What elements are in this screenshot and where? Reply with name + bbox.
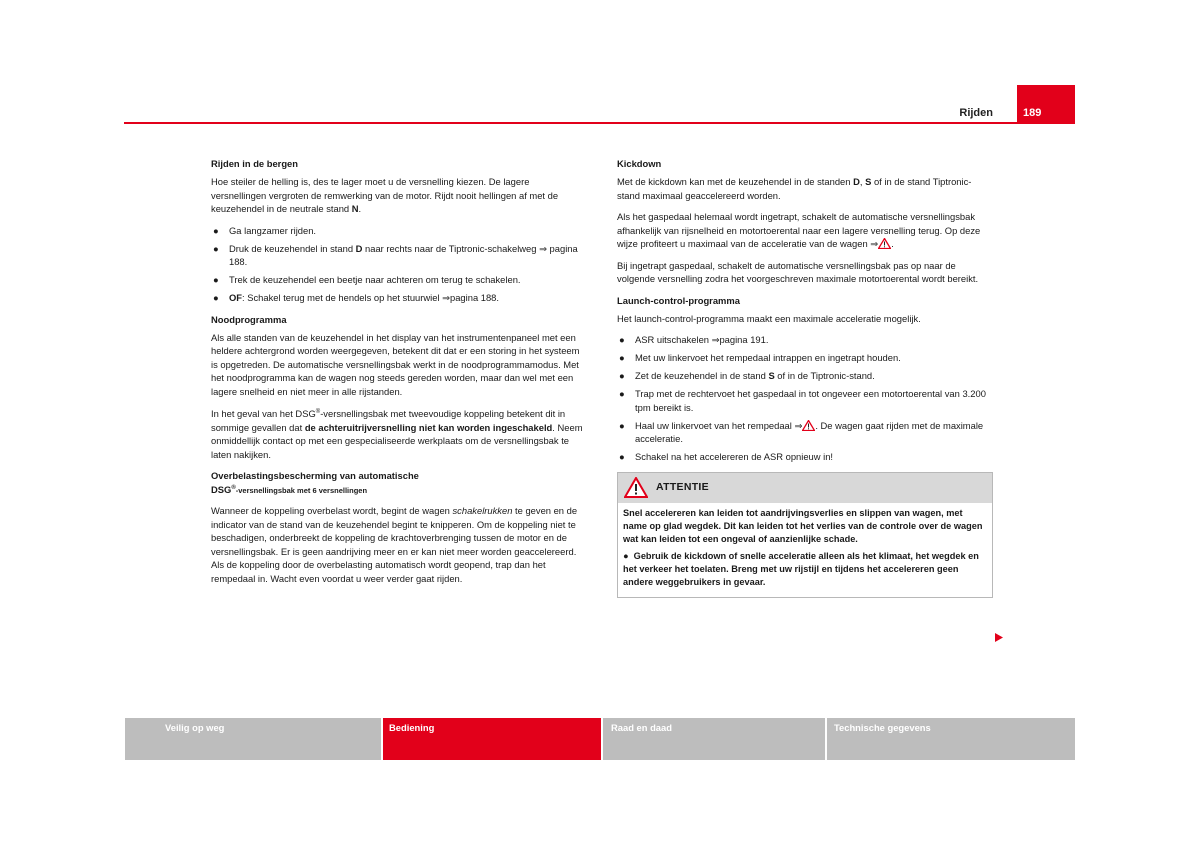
text: naar rechts naar de Tiptronic-schakelweg ⇒ pagina 188. xyxy=(229,242,578,267)
warning-body xyxy=(618,503,992,597)
text: te geven en de indicator van de stand van de keuzehendel begint te knipperen. Om de koppeling niet te beschadigen, onderbreekt de koppeling de krachtoverbrenging tussen de motor en de versnellingsbak. Er is geen aandrijving meer en er kan niet meer worden geaccelereerd. Als de koppeling door de overbelasting automatisch wordt geopend, trap dan het rempedaal in. Wacht even voordat u weer verder gaat rijden. xyxy=(211,505,578,584)
list-item xyxy=(617,333,993,347)
text-bold: de achteruitrijversnelling niet kan worden ingeschakeld xyxy=(304,421,553,433)
bullet-icon: ● xyxy=(619,451,625,462)
text: Trek de keuzehendel een beetje naar achteren om terug te schakelen. xyxy=(229,274,521,285)
text-bold: S xyxy=(865,176,872,187)
text-bold: N xyxy=(351,203,359,214)
text-bold: S xyxy=(768,370,775,381)
text: DSG xyxy=(211,484,232,496)
page-number: 189 xyxy=(1017,85,1075,124)
text: Ga langzamer rijden. xyxy=(229,224,317,236)
footer-tab-technische-gegevens[interactable]: Technische gegevens xyxy=(827,718,1075,760)
list-item xyxy=(617,450,993,464)
paragraph: Als alle standen van de keuzehendel in het display van het instrumentenpaneel met een heldere achtergrond worden weergegeven, betekent dit dat er een storing in het systeem is opgetreden. De automatische versnellingsbak werkt in de noodprogrammamodus. Met het noodprogramma kan de wagen nog steeds gereden worden, maar dan wel met een lagere snelheid en niet meer in alle rijstanden. xyxy=(211,331,580,397)
text: . Neem onmiddellijk contact op met een gespecialiseerde werkplaats om de versnellingsbak te laten nakijken. xyxy=(211,421,583,460)
text: Haal uw linkervoet van het rempedaal ⇒ xyxy=(635,419,803,431)
warning-paragraph: Snel accelereren kan leiden tot aandrijvingsverlies en slippen van wagen, met name op glad wegdek. Dit kan leiden tot het verlies van de controle over de wagen wat kan leiden tot een ongeval of aanzienlijke schade. xyxy=(623,507,983,544)
paragraph xyxy=(211,504,584,585)
bullet-icon: ● xyxy=(619,419,625,431)
bullet-icon: ● xyxy=(213,224,219,236)
section-title-kickdown: Kickdown xyxy=(617,158,662,169)
list-item xyxy=(211,291,584,305)
section-title-mountains: Rijden in de bergen xyxy=(211,158,298,169)
header-rule xyxy=(124,122,1075,124)
list-item xyxy=(617,369,993,383)
text: . xyxy=(891,238,894,249)
bullet-icon: ● xyxy=(619,370,625,381)
paragraph xyxy=(211,175,584,216)
text: . De wagen gaat rijden met de maximale acceleratie. xyxy=(635,419,984,444)
paragraph: Bij ingetrapt gaspedaal, schakelt de automatische versnellingsbak pas op naar de volgende versnelling zodra het voorgeschreven maximale motortoerental wordt bereikt. xyxy=(617,259,979,284)
paragraph: Het launch-control-programma maakt een maximale acceleratie mogelijk. xyxy=(617,312,921,324)
text: -versnellingsbak met tweevoudige koppeling betekent dit in sommige gevallen dat xyxy=(211,408,566,433)
text: Overbelastingsbescherming van automatische xyxy=(211,470,419,482)
text: Druk de keuzehendel in stand xyxy=(229,242,356,254)
right-column xyxy=(617,157,993,598)
warning-box xyxy=(617,472,993,598)
text-bold: D xyxy=(853,176,860,187)
warning-triangle-icon xyxy=(624,477,648,498)
text: In het geval van het DSG xyxy=(211,408,316,420)
section-title-launch-control: Launch-control-programma xyxy=(617,294,740,306)
text: ASR uitschakelen ⇒pagina 191. xyxy=(635,334,769,345)
text: Met uw linkervoet het rempedaal intrappen en ingetrapt houden. xyxy=(635,352,901,363)
text: Gebruik de kickdown of snelle acceleratie alleen als het klimaat, het wegdek en het verkeer het toelaten. Breng met uw rijstijl en tijdens het accelereren geen andere weggebruikers in gevaar. xyxy=(623,550,979,587)
list-item xyxy=(211,273,584,287)
registered-mark: ® xyxy=(315,409,321,415)
text-italic: schakelrukken xyxy=(452,505,513,517)
warning-header xyxy=(618,473,992,503)
text: -versnellingsbak met 6 versnellingen xyxy=(235,486,368,496)
footer-tab-bediening[interactable]: Bediening xyxy=(383,718,601,760)
bullet-icon: ● xyxy=(213,274,219,285)
left-column xyxy=(211,157,584,593)
bullet-list xyxy=(211,224,584,305)
warning-triangle-icon[interactable] xyxy=(878,238,891,249)
section-title-overload xyxy=(211,469,584,497)
list-item xyxy=(617,351,993,365)
text: : Schakel terug met de hendels op het stuurwiel ⇒pagina 188. xyxy=(242,292,500,303)
list-item xyxy=(211,224,584,238)
text: , xyxy=(859,176,866,187)
bullet-icon: ● xyxy=(619,334,625,345)
bullet-icon: ● xyxy=(619,352,625,363)
text: Zet de keuzehendel in de stand xyxy=(635,370,769,381)
paragraph xyxy=(617,175,993,202)
text: of in de stand Tiptronic-stand maximaal geaccelereerd worden. xyxy=(617,176,972,201)
warning-triangle-icon[interactable] xyxy=(802,420,815,431)
section-title-emergency: Noodprogramma xyxy=(211,313,287,325)
text: Als het gaspedaal helemaal wordt ingetrapt, schakelt de automatische versnellingsbak afhankelijk van rijsnelheid en motortoerental naar een lagere versnelling terug. Op deze wijze profiteert u maximaal van de acceleratie van de wagen ⇒ xyxy=(617,211,981,249)
text: Trap met de rechtervoet het gaspedaal in tot ongeveer een motortoerental van 3.200 tpm bereikt is. xyxy=(635,388,986,413)
paragraph xyxy=(211,406,584,461)
list-item xyxy=(617,387,993,414)
bullet-icon: ● xyxy=(623,550,629,561)
text: of in de Tiptronic-stand. xyxy=(774,370,875,381)
bullet-list xyxy=(617,333,993,464)
continue-arrow-icon xyxy=(995,633,1003,642)
chapter-title: Rijden xyxy=(959,107,993,119)
bullet-icon: ● xyxy=(619,388,625,399)
bullet-icon: ● xyxy=(213,242,219,254)
warning-paragraph xyxy=(623,550,987,589)
list-item xyxy=(617,419,993,446)
footer-tab-veilig-op-weg[interactable]: Veilig op weg xyxy=(125,718,381,760)
bullet-icon: ● xyxy=(213,292,219,303)
text: Hoe steiler de helling is, des te lager moet u de versnelling kiezen. De lagere versnellingen vergroten de remwerking van de motor. Rijdt nooit hellingen af met de keuzehendel in de neutrale stand xyxy=(211,176,559,214)
footer-tab-raad-en-daad[interactable]: Raad en daad xyxy=(603,718,825,760)
text: Schakel na het accelereren de ASR opnieuw in! xyxy=(635,451,834,462)
paragraph xyxy=(617,210,993,251)
warning-title: ATTENTIE xyxy=(656,480,709,493)
text: Met de kickdown kan met de keuzehendel in de standen xyxy=(617,176,854,187)
text-bold: OF xyxy=(229,292,243,303)
list-item xyxy=(211,242,584,269)
registered-mark: ® xyxy=(231,485,236,492)
text: . xyxy=(358,203,362,214)
text-bold: D xyxy=(355,242,363,254)
text: Wanneer de koppeling overbelast wordt, begint de wagen xyxy=(211,505,453,517)
